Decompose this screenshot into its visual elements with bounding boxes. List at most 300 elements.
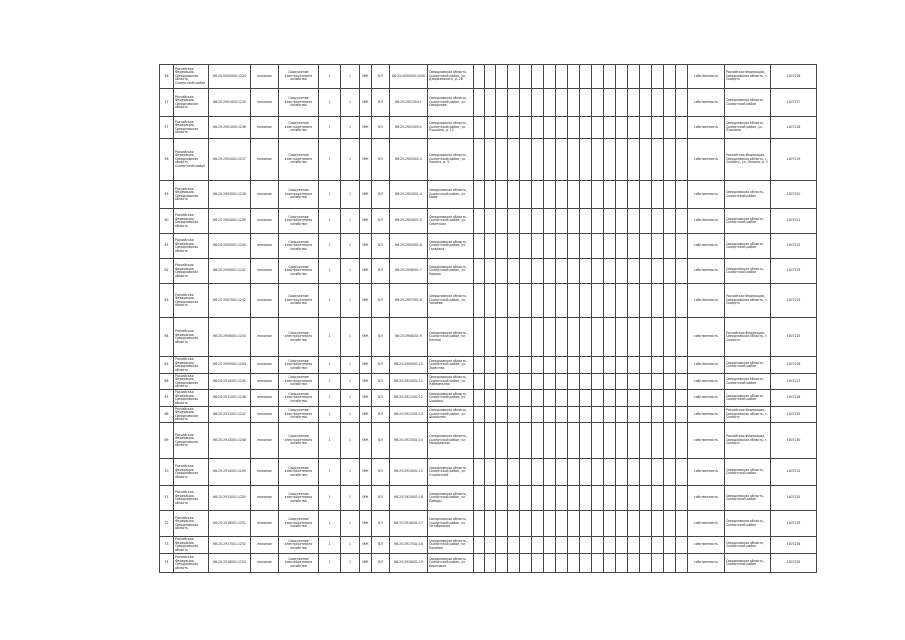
table-cell xyxy=(580,511,592,537)
table-cell xyxy=(520,374,532,390)
table-cell: 1 xyxy=(319,65,341,89)
table-cell xyxy=(496,318,508,357)
table-cell xyxy=(604,459,616,486)
table-cell: 66:25:2901005:2 xyxy=(390,117,428,139)
table-cell xyxy=(604,259,616,284)
table-cell: собственность xyxy=(688,117,725,139)
table-cell: ВЛ xyxy=(372,89,390,117)
table-cell: 66:25:2902002:1237 xyxy=(209,139,251,181)
table-cell xyxy=(556,374,568,390)
table-cell xyxy=(604,407,616,423)
table-cell xyxy=(628,554,640,573)
table-cell xyxy=(652,486,664,511)
table-cell xyxy=(616,357,628,374)
table-cell xyxy=(556,259,568,284)
table-cell: МЖ xyxy=(360,284,372,318)
table-cell: нежилое xyxy=(251,511,279,537)
table-cell xyxy=(532,117,544,139)
table-cell xyxy=(628,139,640,181)
table-cell xyxy=(616,284,628,318)
table-cell xyxy=(676,423,688,459)
table-cell xyxy=(652,65,664,89)
table-cell: 1407225 xyxy=(771,318,817,357)
table-cell xyxy=(520,65,532,89)
table-cell xyxy=(544,537,556,554)
table-cell xyxy=(532,318,544,357)
table-cell xyxy=(568,407,580,423)
table-cell: собственность xyxy=(688,537,725,554)
row-number-cell: 58 xyxy=(160,139,174,181)
table-cell xyxy=(568,318,580,357)
table-cell xyxy=(568,117,580,139)
table-cell: 66:25:2903001:4 xyxy=(390,181,428,209)
table-cell xyxy=(604,234,616,259)
row-number-cell: 74 xyxy=(160,554,174,573)
table-cell xyxy=(580,89,592,117)
table-cell xyxy=(496,181,508,209)
table-cell xyxy=(616,89,628,117)
table-row xyxy=(160,65,817,89)
table-cell: Свердловская область, Сысертский район xyxy=(725,554,771,573)
table-cell xyxy=(592,318,604,357)
table-cell: Российская Федерация, Свердловская область xyxy=(174,459,209,486)
table-cell: Сооружение электросетевого хозяйства xyxy=(279,117,319,139)
table-cell: собственность xyxy=(688,374,725,390)
table-cell: 66:25:2906001:1241 xyxy=(209,259,251,284)
table-cell: Российская Федерация, Свердловская область xyxy=(174,284,209,318)
table-cell: 1 xyxy=(319,117,341,139)
registry-table xyxy=(159,64,817,573)
table-cell xyxy=(520,181,532,209)
table-cell xyxy=(652,407,664,423)
table-cell xyxy=(485,89,496,117)
table-cell xyxy=(520,407,532,423)
table-cell xyxy=(532,423,544,459)
table-cell: нежилое xyxy=(251,486,279,511)
table-cell: ВЛ xyxy=(372,284,390,318)
table-cell: нежилое xyxy=(251,459,279,486)
table-cell xyxy=(496,459,508,486)
table-cell xyxy=(520,554,532,573)
table-cell xyxy=(676,259,688,284)
table-cell xyxy=(652,181,664,209)
table-cell: нежилое xyxy=(251,407,279,423)
table-cell xyxy=(496,423,508,459)
table-cell xyxy=(592,65,604,89)
table-cell xyxy=(664,357,676,374)
table-cell xyxy=(544,234,556,259)
table-cell: МЖ xyxy=(360,89,372,117)
table-cell xyxy=(616,390,628,407)
table-cell: Сооружение электросетевого хозяйства xyxy=(279,234,319,259)
table-cell: 1 xyxy=(319,89,341,117)
table-cell xyxy=(664,407,676,423)
table-cell xyxy=(580,318,592,357)
table-cell xyxy=(628,486,640,511)
table-cell: МЖ xyxy=(360,554,372,573)
row-number-cell: 60 xyxy=(160,209,174,234)
table-cell: МЖ xyxy=(360,318,372,357)
table-cell: 1407223 xyxy=(771,259,817,284)
table-cell xyxy=(592,357,604,374)
table-cell xyxy=(664,374,676,390)
table-cell xyxy=(664,318,676,357)
table-cell xyxy=(592,407,604,423)
table-cell: 66:25:2913001:1248 xyxy=(209,423,251,459)
table-cell xyxy=(508,486,520,511)
table-cell xyxy=(664,209,676,234)
table-cell xyxy=(592,89,604,117)
table-cell xyxy=(676,537,688,554)
table-cell xyxy=(556,209,568,234)
table-cell xyxy=(496,554,508,573)
table-cell: Сооружение электросетевого хозяйства xyxy=(279,374,319,390)
table-cell xyxy=(485,181,496,209)
table-cell: МЖ xyxy=(360,259,372,284)
table-cell xyxy=(496,209,508,234)
table-cell xyxy=(664,139,676,181)
table-cell: МЖ xyxy=(360,234,372,259)
table-cell: Свердловская область, Сысертский район, ул. Набережная xyxy=(428,374,474,390)
table-cell xyxy=(496,139,508,181)
table-cell xyxy=(640,181,652,209)
table-cell: ВЛ xyxy=(372,209,390,234)
table-cell xyxy=(652,554,664,573)
table-cell xyxy=(485,65,496,89)
table-cell: 1 xyxy=(319,407,341,423)
table-cell: МЖ xyxy=(360,390,372,407)
table-cell xyxy=(485,318,496,357)
table-cell xyxy=(485,554,496,573)
table-cell xyxy=(520,259,532,284)
table-cell xyxy=(616,407,628,423)
row-number-cell: 70 xyxy=(160,459,174,486)
table-cell xyxy=(474,390,485,407)
table-cell xyxy=(664,554,676,573)
table-cell: 1 xyxy=(341,259,360,284)
table-cell xyxy=(640,117,652,139)
table-cell xyxy=(664,284,676,318)
table-cell xyxy=(628,423,640,459)
table-cell xyxy=(544,511,556,537)
table-row xyxy=(160,537,817,554)
table-cell: Сооружение электросетевого хозяйства xyxy=(279,390,319,407)
table-cell: 1407235 xyxy=(771,554,817,573)
table-cell xyxy=(508,423,520,459)
table-cell: Свердловская область, Сысертский район xyxy=(725,537,771,554)
table-cell: 1 xyxy=(319,284,341,318)
table-cell xyxy=(496,511,508,537)
table-cell xyxy=(474,117,485,139)
table-cell xyxy=(556,181,568,209)
table-cell: нежилое xyxy=(251,65,279,89)
table-cell: Сооружение электросетевого хозяйства xyxy=(279,423,319,459)
table-cell: Свердловская область, Сысертский район xyxy=(725,209,771,234)
table-cell: нежилое xyxy=(251,357,279,374)
table-cell xyxy=(544,259,556,284)
table-cell: нежилое xyxy=(251,374,279,390)
table-cell: 66:25:2905001:1240 xyxy=(209,234,251,259)
table-cell: собственность xyxy=(688,511,725,537)
table-cell xyxy=(496,89,508,117)
table-cell xyxy=(556,423,568,459)
table-cell xyxy=(508,407,520,423)
table-cell xyxy=(676,357,688,374)
table-cell xyxy=(580,423,592,459)
table-cell: 66:25:0000000:1000 xyxy=(390,65,428,89)
table-cell: Свердловская область, Сысертский район, ул. Гагарина xyxy=(428,234,474,259)
table-cell xyxy=(652,537,664,554)
table-cell xyxy=(520,459,532,486)
table-cell xyxy=(556,390,568,407)
table-cell: ВЛ xyxy=(372,139,390,181)
table-cell: 1407221 xyxy=(771,209,817,234)
table-cell xyxy=(580,374,592,390)
table-cell xyxy=(544,459,556,486)
table-cell: Свердловская область, Сысертский район xyxy=(725,259,771,284)
table-cell xyxy=(664,486,676,511)
table-cell: Свердловская область, Сысертский район xyxy=(725,89,771,117)
table-cell xyxy=(676,318,688,357)
table-cell: 66:25:2915001:1250 xyxy=(209,486,251,511)
table-row xyxy=(160,259,817,284)
table-cell: Российская Федерация, Свердловская область xyxy=(174,374,209,390)
row-number-cell: 61 xyxy=(160,234,174,259)
table-cell xyxy=(580,139,592,181)
table-cell xyxy=(628,318,640,357)
table-cell: 66:25:2908001:9 xyxy=(390,318,428,357)
table-cell xyxy=(496,374,508,390)
table-cell: ВЛ xyxy=(372,407,390,423)
table-cell xyxy=(604,554,616,573)
table-cell: Свердловская область, Сысертский район xyxy=(725,357,771,374)
table-cell: собственность xyxy=(688,181,725,209)
table-row xyxy=(160,459,817,486)
table-cell: 1407229 xyxy=(771,407,817,423)
table-cell xyxy=(640,459,652,486)
document-page xyxy=(159,64,801,581)
table-cell: ВЛ xyxy=(372,318,390,357)
table-cell xyxy=(532,89,544,117)
table-cell: 1 xyxy=(341,357,360,374)
table-cell xyxy=(474,181,485,209)
table-cell xyxy=(664,423,676,459)
table-cell xyxy=(652,89,664,117)
table-cell: 1 xyxy=(341,374,360,390)
table-cell xyxy=(508,357,520,374)
table-cell xyxy=(640,554,652,573)
table-cell xyxy=(474,89,485,117)
table-cell xyxy=(474,537,485,554)
table-cell: 1 xyxy=(341,390,360,407)
table-cell xyxy=(544,139,556,181)
table-cell xyxy=(485,284,496,318)
table-cell xyxy=(580,181,592,209)
table-cell: Свердловская область, Сысертский район, ул. Заречная xyxy=(428,357,474,374)
table-cell xyxy=(628,459,640,486)
table-cell: Свердловская область, Сысертский район, ул. Молодёжная xyxy=(428,423,474,459)
table-cell xyxy=(652,511,664,537)
table-cell: 1 xyxy=(341,284,360,318)
table-cell: Российская Федерация, Свердловская область xyxy=(174,537,209,554)
table-cell xyxy=(520,390,532,407)
table-cell xyxy=(544,390,556,407)
table-cell: собственность xyxy=(688,318,725,357)
table-cell xyxy=(604,374,616,390)
table-cell xyxy=(520,89,532,117)
table-cell: ВЛ xyxy=(372,486,390,511)
table-cell xyxy=(676,234,688,259)
table-cell: 66:25:2901004:1 xyxy=(390,89,428,117)
table-cell xyxy=(676,139,688,181)
table-cell: собственность xyxy=(688,486,725,511)
table-cell: 66:25:2911001:12 xyxy=(390,390,428,407)
table-cell: МЖ xyxy=(360,181,372,209)
table-cell xyxy=(628,284,640,318)
table-cell xyxy=(508,390,520,407)
table-cell: Сооружение электросетевого хозяйства xyxy=(279,318,319,357)
table-cell: собственность xyxy=(688,139,725,181)
table-cell: МЖ xyxy=(360,511,372,537)
table-cell xyxy=(640,89,652,117)
table-cell: Свердловская область, Сысертский район xyxy=(725,390,771,407)
table-cell: собственность xyxy=(688,459,725,486)
table-cell xyxy=(556,407,568,423)
table-cell xyxy=(544,65,556,89)
table-cell xyxy=(496,117,508,139)
table-cell xyxy=(580,486,592,511)
table-cell: нежилое xyxy=(251,89,279,117)
table-cell: Свердловская область, Сысертский район, ул. Пушкина, д. 12 xyxy=(428,117,474,139)
table-cell xyxy=(568,259,580,284)
table-cell: ВЛ xyxy=(372,374,390,390)
table-cell xyxy=(532,390,544,407)
table-cell xyxy=(676,374,688,390)
table-cell xyxy=(508,181,520,209)
table-cell: 66:25:2910001:11 xyxy=(390,374,428,390)
table-cell: Сооружение электросетевого хозяйства xyxy=(279,89,319,117)
table-cell: 66:25:2917001:1252 xyxy=(209,537,251,554)
table-cell: Российская Федерация, Свердловская область xyxy=(174,554,209,573)
table-cell: Российская Федерация, Свердловская область, Сысертский район xyxy=(174,65,209,89)
table-cell xyxy=(508,374,520,390)
table-cell: Российская Федерация, Свердловская область xyxy=(174,209,209,234)
table-cell xyxy=(474,284,485,318)
table-cell: собственность xyxy=(688,554,725,573)
table-cell: 1 xyxy=(341,318,360,357)
table-cell: Российская Федерация, Свердловская область, г. Сысерть xyxy=(725,65,771,89)
table-cell: Сооружение электросетевого хозяйства xyxy=(279,357,319,374)
row-number-cell: 57 xyxy=(160,89,174,117)
table-cell xyxy=(520,423,532,459)
table-cell: ВЛ xyxy=(372,181,390,209)
table-cell xyxy=(604,390,616,407)
table-cell: 66:25:2905001:6 xyxy=(390,234,428,259)
table-cell xyxy=(474,209,485,234)
table-cell: Сооружение электросетевого хозяйства xyxy=(279,181,319,209)
table-cell xyxy=(664,89,676,117)
table-cell: собственность xyxy=(688,390,725,407)
table-cell xyxy=(604,318,616,357)
table-cell xyxy=(628,259,640,284)
table-cell xyxy=(544,318,556,357)
table-cell xyxy=(664,537,676,554)
table-cell xyxy=(664,511,676,537)
table-cell xyxy=(568,181,580,209)
table-cell xyxy=(616,65,628,89)
table-cell xyxy=(544,284,556,318)
table-cell: Сооружение электросетевого хозяйства xyxy=(279,407,319,423)
table-cell: 1407219 xyxy=(771,139,817,181)
table-cell: Свердловская область, Сысертский район, ул. Строителей xyxy=(428,459,474,486)
table-cell xyxy=(592,284,604,318)
table-cell xyxy=(520,537,532,554)
table-cell xyxy=(580,407,592,423)
table-cell: собственность xyxy=(688,65,725,89)
table-cell xyxy=(604,486,616,511)
table-row xyxy=(160,357,817,374)
table-cell xyxy=(640,209,652,234)
table-row xyxy=(160,374,817,390)
table-cell: Свердловская область, Сысертский район, ул. Лесная xyxy=(428,318,474,357)
table-cell xyxy=(544,357,556,374)
table-cell xyxy=(640,259,652,284)
table-cell xyxy=(508,459,520,486)
table-cell: нежилое xyxy=(251,117,279,139)
table-cell: Российская Федерация, Свердловская область xyxy=(174,234,209,259)
table-cell: МЖ xyxy=(360,357,372,374)
table-cell: Свердловская область, Сысертский район xyxy=(725,459,771,486)
table-cell xyxy=(508,259,520,284)
table-cell xyxy=(474,486,485,511)
table-cell xyxy=(604,181,616,209)
table-cell: Свердловская область, Сысертский район, ул. Садовая xyxy=(428,390,474,407)
table-cell xyxy=(532,284,544,318)
table-cell xyxy=(532,554,544,573)
table-cell: нежилое xyxy=(251,537,279,554)
table-cell: ВЛ xyxy=(372,554,390,573)
table-cell xyxy=(556,139,568,181)
table-cell xyxy=(652,318,664,357)
table-cell: Российская Федерация, Свердловская область xyxy=(174,89,209,117)
table-cell xyxy=(580,259,592,284)
row-number-cell: 57 xyxy=(160,117,174,139)
table-cell xyxy=(580,390,592,407)
table-cell xyxy=(652,117,664,139)
table-cell: Сооружение электросетевого хозяйства xyxy=(279,486,319,511)
table-cell xyxy=(640,537,652,554)
table-cell xyxy=(676,407,688,423)
table-cell: 1 xyxy=(319,554,341,573)
table-cell: Сооружение электросетевого хозяйства xyxy=(279,511,319,537)
table-cell xyxy=(616,117,628,139)
table-cell: 1 xyxy=(341,89,360,117)
table-cell xyxy=(520,357,532,374)
table-cell: Свердловская область, Сысертский район xyxy=(725,511,771,537)
table-cell: Российская Федерация, Свердловская область, г. Сысерть xyxy=(725,423,771,459)
table-cell xyxy=(508,318,520,357)
table-cell xyxy=(508,139,520,181)
table-cell: Сооружение электросетевого хозяйства xyxy=(279,459,319,486)
table-cell: 66:25:2915001:16 xyxy=(390,486,428,511)
table-cell xyxy=(474,554,485,573)
row-number-cell: 73 xyxy=(160,537,174,554)
table-cell: 1 xyxy=(319,537,341,554)
table-cell xyxy=(676,554,688,573)
row-number-cell: 67 xyxy=(160,390,174,407)
table-cell xyxy=(485,234,496,259)
table-row xyxy=(160,181,817,209)
